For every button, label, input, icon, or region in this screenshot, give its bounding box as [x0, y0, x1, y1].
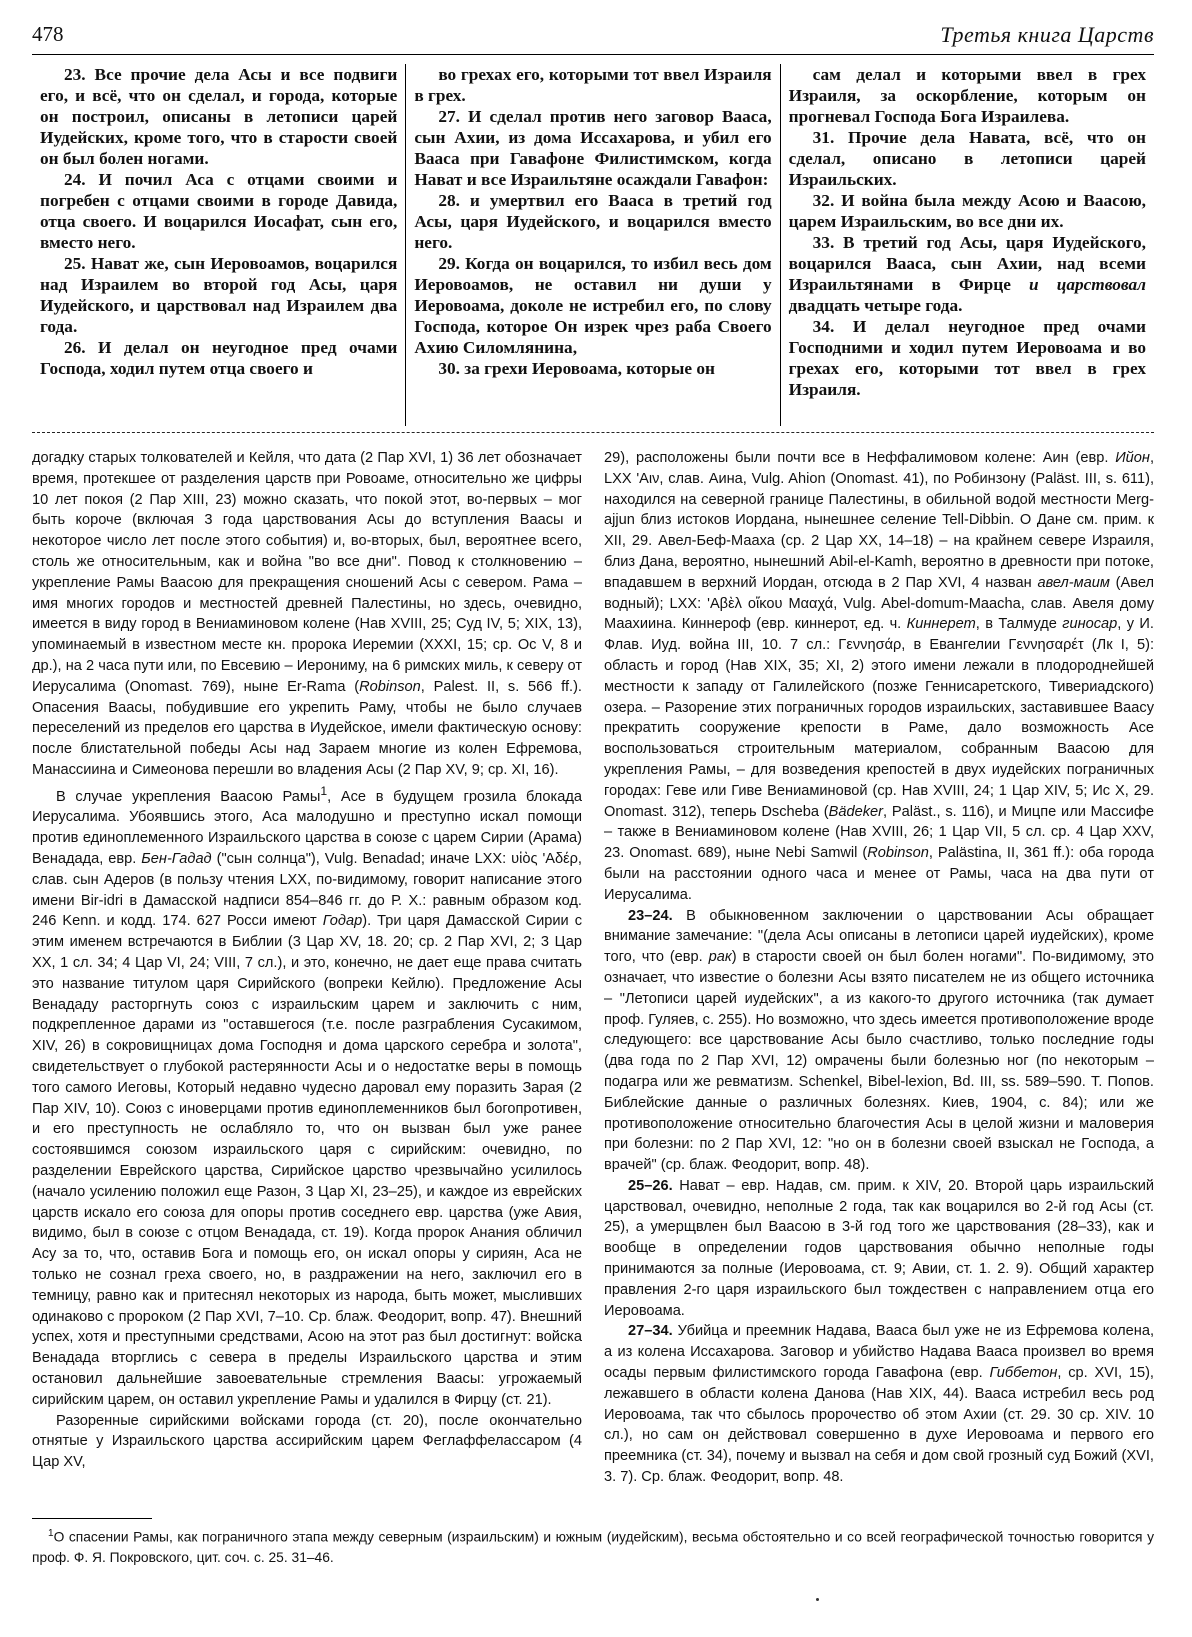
commentary-column-right — [604, 448, 1154, 1504]
paragraph: 27. И сделал против него заговор Вааса, сын Ахии, из дома Иссахарова, и убил его Вааса при Гавафоне Филистимском, когда Нават и все Израильтяне осаждали Гавафон: — [414, 107, 772, 189]
print-speck — [816, 1598, 819, 1601]
scripture-column-1 — [32, 64, 405, 426]
paragraph: догадку старых толкователей и Кейля, что дата (2 Пар XVI, 1) 36 лет обозначает время, протекшее от разделения царств при Ровоаме, относительно же цифры 10 лет покоя (2 Пар XIII, 23) можно сказать, что покой этот, во-первых – мог быть короче (включая 3 года царствования Асы до вступления Ваасы и некоторое число лет после этого события) и, во-вторых, был, вероятнее всего, столь же относительным, как и война "во все дни". Повод к столкновению – укрепление Рамы Ваасою для прекращения сношений Асы с севером. Рама – имя многих городов и местностей древней Палестины, но здесь, очевидно, имеется в виду город в Вениаминовом колене (Нав XVIII, 25; Суд IV, 5; XIX, 13), упоминаемый в известном месте кн. пророка Иеремии (XXXI, 15; ср. Ос V, 8 и др.), на 2 часа пути или, по Евсевию – Иерониму, на 6 римских миль, к северу от Иерусалима (Onomast. 769), ныне Er-Rama (Robinson, Palest. II, s. 566 ff.). Опасения Ваасы, побудившие его укрепить Раму, чтобы не было случаев переселений из пределов его царства в Иудейское, имели фактическую основу: после блистательной победы Асы над Зараем многие из колен Ефремова, Манассиина и Симеонова перешли во владения Асы (2 Пар XV, 9; ср. XI, 16). — [32, 450, 582, 778]
paragraph: 30. за грехи Иеровоама, которые он — [438, 359, 715, 378]
footnote-rule — [32, 1518, 152, 1519]
paragraph: 27–34. Убийца и преемник Надава, Вааса был уже не из Ефремова колена, а из колена Иссахарова. Заговор и убийство Надава Вааса произвел во время осады первым филистимского города Гавафона (евр. Гиббетон, ср. XVI, 15), лежавшего в области колена Данова (Нав XIX, 44). Вааса истребил весь род Иеровоама, так что сбылось пророчество об этом Ахии (ст. 29. 30 ср. XIV. 10 сл.), но сам он действовал совершенно в духе Иеровоама и первого его преемника (ст. 34), почему и вызвал на себя и дом свой грозный суд Божий (XVI, 3. 7). Ср. блаж. Феодорит, вопр. 48. — [604, 1323, 1154, 1486]
paragraph: во грехах его, которыми тот ввел Израиля в грех. — [414, 65, 772, 105]
paragraph: 23. Все прочие дела Асы и все подвиги его, и всё, что он сделал, и города, которые он построил, описаны в летописи царей Иудейских, кроме того, что в старости своей он был болен ногами. — [40, 65, 398, 168]
commentary-column-left — [32, 448, 582, 1504]
page-header — [32, 20, 1154, 55]
paragraph: 28. и умертвил его Вааса в третий год Асы, царя Иудейского, и воцарился вместо него. — [414, 191, 772, 252]
paragraph: 34. И делал неугодное пред очами Господними и ходил путем Иеровоама и во грехах его, которыми тот ввел в грех Израиля. — [788, 317, 1146, 399]
paragraph: В случае укрепления Ваасою Рамы$^1$, Асе в будущем грозила блокада Иерусалима. Убоявшись этого, Аса малодушно и преступно искал помощи против единоплеменного Израильского царства в союзе с царем Сирии (Арама) Венадада, евр. Бен-Гадад ("сын солнца"), Vulg. Benadad; иначе LXX: υἱὸς 'Αδέρ, слав. сын Адеров (в пользу чтения LXX, по-видимому, говорит написание этого имени Bir-idri в Дамасской надписи 854–846 гг. до Р. Х.: равным образом код. 246 Kenn. и кодд. 174. 627 Росси имеют Годар). Три царя Дамасской Сирии с этим именем встречаются в Библии (3 Цар XV, 18. 20; ср. 2 Пар XVI, 2; 3 Цар XX, 1 сл. 34; 4 Цар VI, 24; VIII, 7 сл.), и это, конечно, не дает еще права считать это название титулом царя Сирийского (вопреки Кейлю). Предложение Асы Венададу расторгнуть союз с израильским царем и заключить с ним, подкрепленное дарами из "оставшегося (т.е. после разграбления Сусакимом, XIV, 26) в сокровищницах дома Господня и дома царского серебра и золота", свидетельствует о глубокой растерянности Асы и о недостатке веры в помощь того самого Иеговы, Который недавно чудесно даровал ему поразить Зарая (2 Пар XIV, 10). Союз с иноверцами против единоплеменников был богопротивен, и его преступность не ослабляло то, что он вызван был уже ранее состоявшимся союзом израильского царя с сирийским: очевидно, по разделении Еврейского царства, Сирийское царство чрезвычайно усилилось (начало усилению положил еще Разон, 3 Цар XI, 23–25), и каждое из еврейских царств искало его союза для опоры против соседнего евр. царства (уже Авия, видимо, был в союзе с отцом Венадада, ст. 19). Когда пророк Анания обличил Асу за то, что, оставив Бога и помощь его, он искал опоры у сириян, Аса не только не сознал греха своего, но, в раздражении на него, заключил его в темницу, равно как и притеснял некоторых из народа, быть может, мысливших одинаково с пророком (2 Пар XVI, 7–10. Ср. блаж. Феодорит, вопр. 47). Внешний успех, хотя и преступными средствами, Асою на этот раз был достигнут: войска Венадада вторглись с севера в пределы Израильского царства и этим остановил дальнейшие завоевательные стремления Ваасы: угрожаемый сирийским царем, он оставил укрепление Рамы и удалился в Фирцу (ст. 21). — [32, 783, 582, 1408]
paragraph: 29), расположены были почти все в Неффалимовом колене: Аин (евр. Ийон, LXX 'Αιν, слав. Аина, Vulg. Ahion (Onomast. 41), по Робинзону (Paläst. III, s. 611), находился на северной границе Палестины, в обильной водой местности Merg-ajjun близ истоков Иордана, нынешнее селение Tell-Dibbin. О Дане см. прим. к XII, 29. Авел-Беф-Мааха (ср. 2 Цар XX, 14–18) – на крайнем севере Израиля, близ Дана, вероятно, нынешний Abil-el-Kamh, вероятно в древности при потоке, впадавшем в верхний Иордан, отсюда в 2 Пар XVI, 4 назван авел-маим (Авел водный); LXX: 'Αβὲλ οἴκου Μααχά, Vulg. Abel-domum-Maacha, слав. Авеля дому Маахиина. Киннероф (евр. киннерот, ед. ч. Киннерет, в Талмуде гиносар, у И. Флав. Иуд. война III, 10. 7 сл.: Γεννησάρ, в Евангелии Γεννησαρέτ (Лк I, 5): область и город (Нав XIX, 35; XI, 2) этого имени лежали в плодороднейшей местности к западу от Галилейского (позже Геннисаретского, Тивериадского) озера. – Разорение этих пограничных городов израильских, заставившее Ваасу прекратить сооружение крепости в Раме, дало возможность Асе воспользоваться строительным материалом, собранным Ваасою для укрепления Рамы, – для возведения крепостей в двух иудейских пограничных городах: Геве или Гиве Вениаминовой (ср. Нав XVIII, 24; 1 Цар XIV, 5; Ис X, 29. Onomast. 312), теперь Dscheba (Bädeker, Paläst., s. 116), и Мицпе или Массифе – также в Вениаминовом колене (Нав XVIII, 26; 1 Цар VII, 5 сл. ср. 4 Цар XXV, 23. Onomast. 689), ныне Nebi Samwil (Robinson, Palästina, II, 361 ff.): оба города были на расстоянии одного часа и менее от Рамы, часа на два пути от Иерусалима. — [604, 450, 1154, 903]
paragraph: 33. В третий год Асы, царя Иудейского, воцарился Вааса, сын Ахии, над всеми Израильтянами в Фирце и царствовал двадцать четыре года. — [788, 233, 1146, 315]
paragraph: 32. И война была между Асою и Ваасою, царем Израильским, во все дни их. — [788, 191, 1146, 231]
scripture-column-3 — [780, 64, 1154, 426]
paragraph: 23–24. В обыкновенном заключении о царствовании Асы обращает внимание замечание: "(дела Асы описаны в летописи царей иудейских), кроме того, что (евр. рак) в старости своей он был болен ногами". По-видимому, это означает, что известие о болезни Асы взято писателем не из общего источника – "Летописи царей иудейских", а из какого-то другого источника (так думает проф. Гуляев, с. 255). Но возможно, что здесь имеется противоположение вроде следующего: все царствование Асы было счастливо, только последние годы (два года по 2 Пар XVI, 12) омрачены были болезнью ног (по некоторым – подагра или же ревматизм. Schenkel, Bibel-lexion, Bd. III, ss. 589–590. Т. Попов. Библейские данные о различных болезнях. Киев, 1904, с. 84); или же противоположение относительно благочестия Асы в целой жизни и маловерия при болезни: по 2 Пар XVI, 12: "но он в болезни своей взыскал не Господа, а врачей" (ср. блаж. Феодорит, вопр. 48). — [604, 907, 1154, 1174]
paragraph: 29. Когда он воцарился, то избил весь дом Иеровоамов, не оставил ни души у Иеровоама, доколе не истребил его, по слову Господа, которое Он изрек чрез раба Своего Ахию Силомлянина, — [414, 254, 772, 357]
section-divider — [32, 432, 1154, 433]
paragraph: 25. Нават же, сын Иеровоамов, воцарился над Израилем во второй год Асы, царя Иудейского, и царствовал над Израилем два года. — [40, 254, 398, 336]
page-number: 478 — [32, 22, 64, 46]
paragraph: 26. И делал он неугодное пред очами Господа, ходил путем отца своего и — [40, 338, 398, 378]
scripture-text — [32, 64, 1154, 426]
scripture-column-2 — [405, 64, 779, 426]
paragraph: 25–26. Нават – евр. Надав, см. прим. к XIV, 20. Второй царь израильский царствовал, очевидно, неполные 2 года, так как воцарился во 2-й год Асы (ст. 25), а умерщвлен был Ваасою в 3-й год того же царствования (28–33), как и вообще в определении годов царствования обычно неполные годы принимаются за полные (Иеровоама, ст. 9; Авии, ст. 1. 2. 9). Общий характер правления 2-го царя израильского был тождествен с направлением отца его Иеровоама. — [604, 1177, 1154, 1319]
paragraph: 31. Прочие дела Навата, всё, что он сделал, описано в летописи царей Израильских. — [788, 128, 1146, 189]
footnote: $^1$О спасении Рамы, как пограничного этапа между северным (израильским) и южным (иудейским), весьма обстоятельно и со всей географической точностью говорится у проф. Ф. Я. Покровского, цит. соч. с. 25. 31–46. — [32, 1528, 1154, 1565]
paragraph: сам делал и которыми ввел в грех Израиля, за оскорбление, которым он прогневал Господа Бога Израилева. — [788, 65, 1146, 126]
paragraph: 24. И почил Аса с отцами своими и погребен с отцами своими в городе Давида, отца своего. И воцарился Иосафат, сын его, вместо него. — [40, 170, 398, 252]
commentary — [32, 448, 1154, 1504]
running-title: Третья книга Царств — [940, 22, 1154, 47]
paragraph: Разоренные сирийскими войсками города (ст. 20), после окончательно отнятые у Израильского царства ассирийским царем Феглаффелассаром (4 Цар XV, — [32, 1412, 582, 1471]
